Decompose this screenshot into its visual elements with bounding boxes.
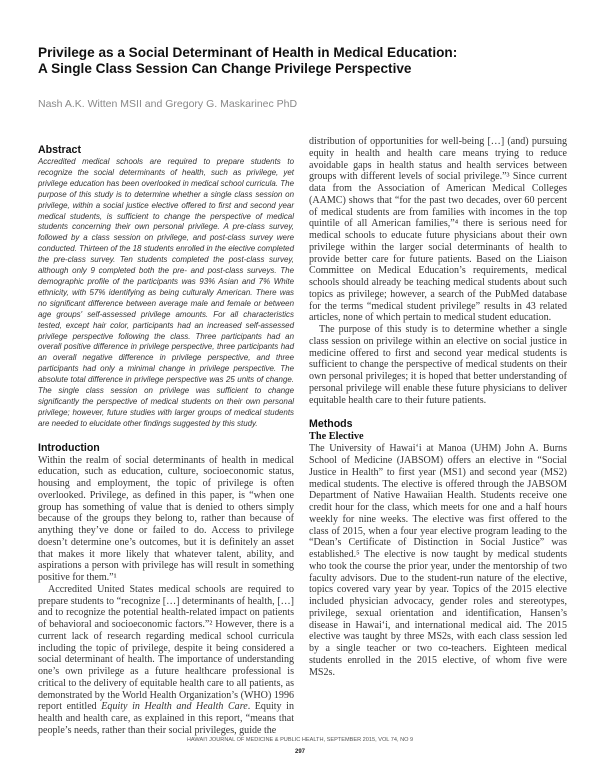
- title-line-2: A Single Class Session Can Change Privilege Perspective: [38, 61, 412, 76]
- introduction-heading: Introduction: [38, 441, 100, 454]
- authors: Nash A.K. Witten MSII and Gregory G. Maskarinec PhD: [38, 98, 298, 110]
- intro-paragraph-1: Within the realm of social determinants of health in medical education, such as education, culture, socioeconomic status, housing and employment, the topic of privilege is often overlooked. Privilege, as defined in this paper, is “when one group has something of value that is denied to others simply because of the groups they belong to, rather than because of anything they’ve done or failed to do. Access to privilege doesn’t determine one’s outcomes, but it is definitely an asset that makes it more likely that whatever talent, ability, and aspirations a person with privilege has will result in something positive for them.”¹: [38, 454, 294, 584]
- journal-footer: HAWAI‘I JOURNAL OF MEDICINE & PUBLIC HEALTH, SEPTEMBER 2015, VOL 74, NO 9: [186, 737, 414, 743]
- page-number: 297: [294, 749, 305, 755]
- left-column: [38, 144, 294, 737]
- article-title: [38, 45, 578, 77]
- title-line-1: Privilege as a Social Determinant of Health in Medical Education:: [38, 45, 458, 60]
- right-column: [309, 136, 567, 678]
- methods-heading: Methods: [309, 418, 353, 431]
- intro-p2-text-b: . Equity in health and health care, as explained in this report, “means that people’s needs, rather than their social privileges, guide the: [38, 701, 294, 736]
- abstract-text: Accredited medical schools are required to prepare students to recognize the social determinants of health, such as privilege, yet privilege education has been overlooked in medical school curricula. The purpose of this study is to determine whether a single class session on privilege, within a social justice elective offered to first and second year medical students, is sufficient to change the perspective of medical students concerning their own personal privilege. A pre-class survey, followed by a class session on privilege, and post-class survey were conducted. Thirteen of the 18 students enrolled in the elective completed the pre-class survey. Ten students completed the post-class survey, although only 9 completed both the pre- and post-class surveys. The demographic profile of the participants was 93% Asian and 7% White ethnicity, with 57% identifying as being culturally American. There was no significant difference between average male and female or between age groups' self-assessed privilege amounts. For all characteristics tested, except hair color, participants had an increased self-assessed privilege perspective following the class. Three participants had an overall positive difference in privilege perspective, three participants had an overall negative difference in privilege perspective, and three participants had only a minimal change in privilege perspective. The absolute total difference in privilege perspective was 25 units of change. The single class session on privilege was sufficient to change significantly the perspective of medical students on their own personal privilege; however, future studies with larger groups of medical students are needed to elucidate other findings suggested by this study.: [38, 157, 294, 428]
- intro-p2-text-a: Accredited United States medical schools are required to prepare students to “recognize […] determinants of health, […] and to recognize the potential health-related impact on patients of behavioral and socioeconomic factors.”² However, there is a current lack of research regarding medical school curricula including the topic of privilege, despite it being considered a social determinant of health. The importance of understanding one’s own privilege as a future healthcare professional is critical to the delivery of equitable health care to all patients, as demonstrated by the World Health Organization’s (WHO) 1996 report entitled: [38, 583, 294, 713]
- elective-subheading: The Elective: [309, 431, 364, 443]
- intro-paragraph-2: [38, 584, 294, 737]
- who-report-title: Equity in Health and Health Care: [101, 701, 248, 713]
- intro-paragraph-2-continued: distribution of opportunities for well-being […] (and) pursuing equity in health and health care means trying to reduce avoidable gaps in health status and health services between groups with different levels of social privilege.”³ Since current data from the Association of American Medical Colleges (AAMC) shows that “for the past two decades, over 60 percent of medical students are from families with incomes in the top quintile of all American families,”⁴ there is serious need for medical schools to educate future physicians about their own privilege within the larger social determinants of health to provide better care for future patients. Based on the Liaison Committee on Medical Education’s requirements, medical schools should already be teaching medical students about such topics as privilege; however, a search of the PubMed database for the terms “medical student privilege” results in 43 related articles, none of which pertain to medical student education.: [309, 136, 567, 324]
- intro-paragraph-3: The purpose of this study is to determine whether a single class session on privilege within an elective on social justice in medicine offered to first and second year medical students is sufficient to change the perspective of medical students on their own personal privileges; it is hoped that better understanding of personal privilege will enable these future physicians to deliver equitable health care to their future patients.: [309, 324, 567, 406]
- methods-paragraph-1: The University of Hawai‘i at Manoa (UHM) John A. Burns School of Medicine (JABSOM) offers an elective in “Social Justice in Health” to first year (MS1) and second year (MS2) medical students. The elective is offered through the JABSOM Department of Native Hawaiian Health. Students receive one credit hour for the class, which meets for one and a half hours weekly for nine weeks. The elective was first offered to the class of 2015, when a four year elective program leading to the “Dean’s Certificate of Distinction in Social Justice” was established.⁵ The elective is now taught by medical students who took the course the prior year, under the mentorship of two faculty advisors. Due to the student-run nature of the elective, topics covered vary year by year. Topics of the 2015 elective included physician advocacy, gender roles and stereotypes, privilege, sexual orientation and identification, Hansen’s disease in Hawai‘i, and international medical aid. The 2015 elective was taught by three MS2s, with each class session led by a single teacher or two co-teachers. Eighteen medical students enrolled in the 2015 elective, of whom five were MS2s.: [309, 443, 567, 678]
- abstract-heading: Abstract: [38, 144, 81, 156]
